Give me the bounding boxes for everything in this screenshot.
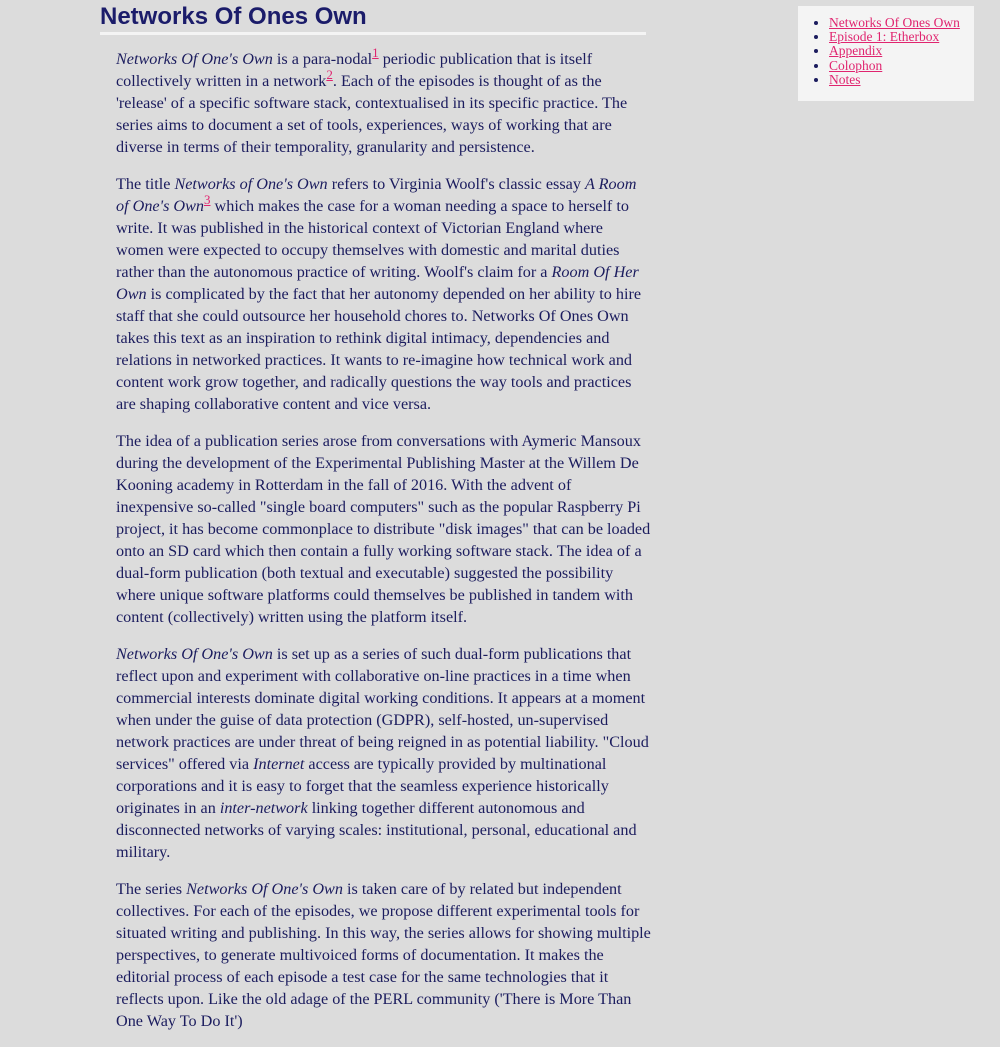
paragraph-text: periodic publication that is itself collectively written in a network bbox=[116, 50, 593, 90]
toc-item bbox=[829, 44, 974, 58]
room-emphasis: Room Of Her Own bbox=[116, 263, 639, 303]
toc-item bbox=[829, 16, 974, 30]
series-title-emphasis: Networks of One's Own bbox=[174, 175, 328, 193]
paragraph-intro bbox=[116, 45, 651, 158]
paragraph-text: access are typically provided by multinational corporations and it is easy to forget that the seamless experience historically originates in an bbox=[116, 755, 609, 817]
paragraph-text: is taken care of by related but independent collectives. For each of the episodes, we propose different experimental tools for situated writing and publishing. In this way, the series allows for showing multiple perspectives, to generate multivoiced forms of documentation. It makes the editorial process of each episode a test case for the same technologies that it reflects upon. Like the old adage of the PERL community ('There is More Than One Way To Do It') bbox=[116, 880, 651, 1030]
series-title-emphasis: Networks Of One's Own bbox=[116, 50, 273, 68]
inter-network-emphasis: inter-network bbox=[219, 799, 308, 817]
paragraph-text: linking together different autonomous and disconnected networks of varying scales: institutional, personal, educational and military. bbox=[116, 799, 637, 861]
paragraph-text: The series bbox=[116, 880, 187, 898]
table-of-contents bbox=[798, 6, 974, 101]
internet-emphasis: Internet bbox=[253, 755, 305, 773]
paragraph-text: is set up as a series of such dual-form publications that reflect upon and experiment with collaborative on-line practices in a time when commercial interests dominate digital working conditions. It appears at a moment when under the guise of data protection (GDPR), self-hosted, un-supervised network practices are under threat of being reigned in as potential liability. "Cloud services" offered via bbox=[116, 645, 649, 773]
series-title-emphasis: Networks Of One's Own bbox=[116, 645, 273, 663]
paragraph-text: is complicated by the fact that her autonomy depended on her ability to hire staff that she could outsource her household chores to. Networks Of Ones Own takes this text as an inspiration to rethink digital intimacy, dependencies and relations in networked practices. It wants to re-imagine how technical work and content work grow together, and radically questions the way tools and practices are shaping collaborative content and vice versa. bbox=[116, 285, 642, 413]
page-title: Networks Of Ones Own bbox=[100, 2, 646, 35]
footnote-link-3[interactable]: 3 bbox=[204, 192, 211, 207]
paragraph-title-origin bbox=[116, 173, 651, 415]
footnote-link-1[interactable]: 1 bbox=[372, 45, 379, 60]
paragraph-text: is a para-nodal bbox=[272, 50, 373, 68]
paragraph-collectives bbox=[116, 878, 651, 1032]
toc-link-colophon[interactable]: Colophon bbox=[829, 57, 883, 73]
toc-link-episode-1-etherbox[interactable]: Episode 1: Etherbox bbox=[829, 29, 940, 45]
toc-link-notes[interactable]: Notes bbox=[829, 71, 861, 87]
paragraph-text: The idea of a publication series arose from conversations with Aymeric Mansoux during the development of the Experimental Publishing Master at the Willem De Kooning academy in Rotterdam in the fall of 2016. With the advent of inexpensive so-called "single board computers" such as the popular Raspberry Pi project, it has become commonplace to distribute "disk images" that can be loaded onto an SD card which then contain a fully working software stack. The idea of a dual-form publication (both textual and executable) suggested the possibility where unique software platforms could themselves be published in tandem with content (collectively) written using the platform itself. bbox=[116, 432, 651, 626]
article-body bbox=[116, 45, 651, 1047]
paragraph-dual-form bbox=[116, 643, 651, 863]
paragraph-text: which makes the case for a woman needing a space to herself to write. It was published in the historical context of Victorian England where women were expected to occupy themselves with domestic and marital duties rather than the autonomous practice of writing. Woolf's claim for a bbox=[116, 197, 629, 281]
paragraph-text: The title bbox=[116, 175, 175, 193]
toc-link-networks-of-ones-own[interactable]: Networks Of Ones Own bbox=[829, 15, 960, 30]
toc-link-appendix[interactable]: Appendix bbox=[829, 43, 883, 59]
toc-list bbox=[798, 6, 974, 87]
paragraph-text: . Each of the episodes is thought of as the 'release' of a specific software stack, contextualised in its specific practice. The series aims to document a set of tools, experiences, ways of working that are diverse in terms of their temporality, granularity and persistence. bbox=[116, 72, 628, 156]
paragraph-text: refers to Virginia Woolf's classic essay bbox=[327, 175, 585, 193]
footnote-link-2[interactable]: 2 bbox=[326, 67, 333, 82]
paragraph-publication-idea bbox=[116, 430, 651, 628]
toc-item bbox=[829, 59, 974, 73]
toc-item bbox=[829, 30, 974, 44]
series-title-emphasis: Networks Of One's Own bbox=[186, 880, 343, 898]
essay-title-emphasis: A Room of One's Own bbox=[116, 175, 637, 215]
toc-item bbox=[829, 73, 974, 87]
